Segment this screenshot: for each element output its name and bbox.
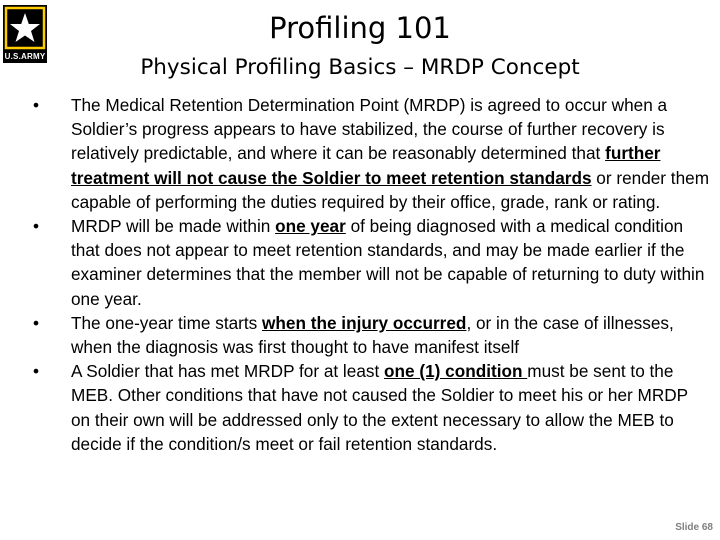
bullet-text: A Soldier that has met MRDP for at least	[71, 361, 385, 382]
bullet-emphasis: further treatment will not cause the Soldier to meet retention standards	[71, 143, 661, 188]
bullet-dot: •	[32, 216, 40, 237]
bullet-text: The one-year time starts	[71, 312, 263, 333]
bullet-emphasis: one (1) condition	[384, 361, 528, 382]
page-subtitle: Physical Profiling Basics – MRDP Concept	[140, 55, 580, 80]
bullet-item	[30, 214, 710, 311]
slide-number: Slide 68	[675, 522, 713, 533]
bullet-text: MRDP will be made within	[71, 216, 276, 237]
bullet-text: , or in the case of illnesses, when the diagnosis was first thought to have manifest itself	[71, 312, 674, 358]
bullet-item	[30, 311, 710, 359]
bullet-text: of being diagnosed with a medical condition that does not appear to meet retention standards, and may be made earlier if the examiner determines that the member will not be capable of returning to duty within one year.	[71, 216, 705, 309]
bullet-item	[30, 359, 710, 456]
bullet-dot: •	[32, 361, 40, 382]
bullet-emphasis: one year	[275, 216, 346, 237]
bullet-text: The Medical Retention Determination Point (MRDP) is agreed to occur when a Soldier’s progress appears to have stabilized, the course of further recovery is relatively predictable, and where it can be reasonably determined that	[71, 95, 668, 164]
bullet-dot: •	[32, 312, 40, 333]
bullet-text: or render them capable of performing the duties required by their office, grade, rank or rating.	[71, 167, 710, 212]
bullet-item	[30, 93, 710, 214]
logo-text: U.S.ARMY	[4, 52, 46, 61]
bullet-dot: •	[32, 95, 40, 115]
bullet-list	[30, 93, 710, 456]
bullet-text: must be sent to the MEB. Other conditions that have not caused the Soldier to meet his or her MRDP on their own will be addressed only to the extent necessary to allow the MEB to decide if the condition/s meet or fail retention standards.	[71, 361, 688, 454]
bullet-emphasis: when the injury occurred	[262, 312, 467, 333]
page-title: Profiling 101	[269, 11, 451, 45]
